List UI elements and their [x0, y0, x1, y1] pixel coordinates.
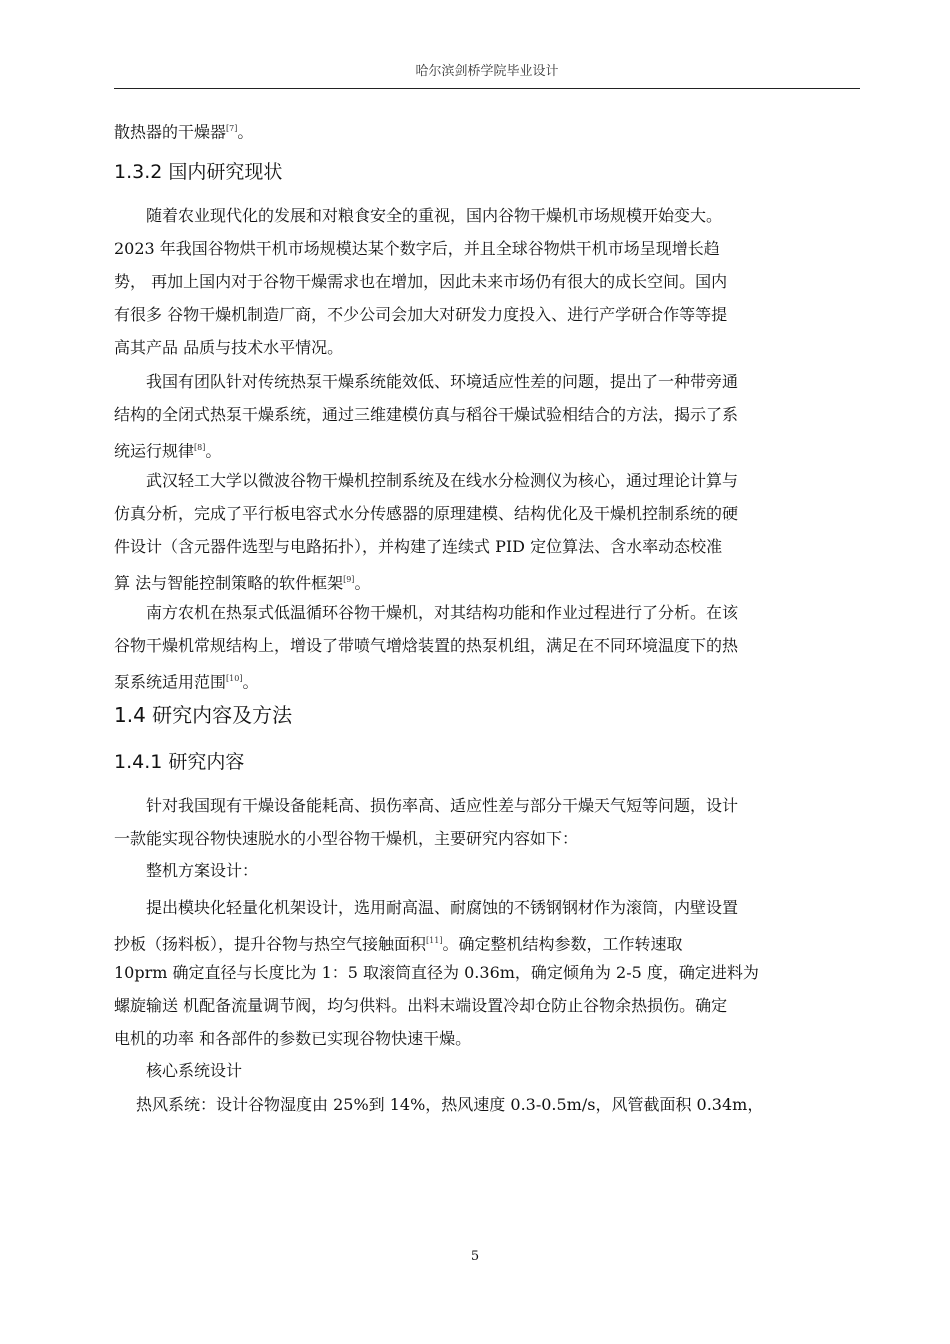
page-header-title: 哈尔滨剑桥学院毕业设计 [415, 64, 559, 79]
paragraph-line: 整机方案设计： [146, 861, 259, 880]
citation-ref: [11] [426, 936, 443, 945]
text-end: 。 [354, 573, 371, 593]
paragraph-line: 件设计（含元器件选型与电路拓扑），并构建了连续式 PID 定位算法、含水率动态校准 [114, 537, 723, 556]
text-end: 。 [205, 441, 222, 461]
paragraph-line: 2023 年我国谷物烘干机市场规模达某个数字后，并且全球谷物烘干机市场呈现增长趋 [114, 239, 720, 258]
text: 泵系统适用范围 [114, 672, 227, 692]
paragraph-line: 螺旋输送 机配备流量调节阀，均匀供料。出料末端设置冷却仓防止谷物余热损伤。确定 [114, 996, 728, 1015]
section-heading-1-4-1: 1.4.1 研究内容 [114, 751, 245, 773]
text: 算 法与智能控制策略的软件框架 [114, 573, 344, 593]
paragraph-line: 势， 再加上国内对于谷物干燥需求也在增加，因此未来市场仍有很大的成长空间。国内 [114, 272, 728, 291]
text: 抄板（扬料板），提升谷物与热空气接触面积 [114, 934, 427, 954]
paragraph-line [114, 570, 860, 593]
paragraph-line: 谷物干燥机常规结构上，增设了带喷气增焓装置的热泵机组，满足在不同环境温度下的热 [114, 636, 739, 655]
citation-ref: [7] [226, 124, 238, 133]
page-number: 5 [470, 1249, 480, 1264]
paragraph-line: 高其产品 品质与技术水平情况。 [114, 338, 344, 357]
citation-ref: [8] [194, 443, 206, 452]
paragraph-line: 提出模块化轻量化机架设计，选用耐高温、耐腐蚀的不锈钢钢材作为滚筒，内壁设置 [146, 898, 739, 917]
paragraph-line: 电机的功率 和各部件的参数已实现谷物快速干燥。 [114, 1029, 472, 1048]
header-rule [114, 88, 860, 89]
text: 散热器的干燥器 [114, 122, 227, 142]
paragraph-line: 南方农机在热泵式低温循环谷物干燥机，对其结构功能和作业过程进行了分析。在该 [146, 603, 739, 622]
paragraph-line: 10prm 确定直径与长度比为 1：5 取滚筒直径为 0.36m，确定倾角为 2-5 度，确定进料为 [114, 963, 759, 982]
text-end: 。 [242, 672, 259, 692]
paragraph-line [114, 931, 860, 954]
paragraph-line: 仿真分析，完成了平行板电容式水分传感器的原理建模、结构优化及干燥机控制系统的硬 [114, 504, 739, 523]
section-heading-1-4: 1.4 研究内容及方法 [114, 703, 293, 727]
paragraph-line: 热风系统：设计谷物湿度由 25%到 14%，热风速度 0.3-0.5m/s，风管截面积 0.34m， [136, 1095, 764, 1114]
paragraph-line [114, 438, 860, 461]
paragraph-line: 我国有团队针对传统热泵干燥系统能效低、环境适应性差的问题，提出了一种带旁通 [146, 372, 739, 391]
text-end: 。确定整机结构参数，工作转速取 [442, 934, 683, 954]
citation-ref: [9] [343, 575, 355, 584]
paragraph-line: 针对我国现有干燥设备能耗高、损伤率高、适应性差与部分干燥天气短等问题，设计 [146, 796, 739, 815]
paragraph-line: 随着农业现代化的发展和对粮食安全的重视，国内谷物干燥机市场规模开始变大。 [146, 206, 723, 225]
citation-ref: [10] [226, 674, 243, 683]
paragraph-line: 武汉轻工大学以微波谷物干燥机控制系统及在线水分检测仪为核心，通过理论计算与 [146, 471, 739, 490]
paragraph-line: 有很多 谷物干燥机制造厂商，不少公司会加大对研发力度投入、进行产学研合作等等提 [114, 305, 728, 324]
paragraph-line: 核心系统设计 [146, 1061, 243, 1080]
section-heading-1-3-2: 1.3.2 国内研究现状 [114, 161, 283, 183]
paragraph-continuation [114, 119, 860, 142]
paragraph-line: 结构的全闭式热泵干燥系统，通过三维建模仿真与稻谷干燥试验相结合的方法，揭示了系 [114, 405, 739, 424]
paragraph-line [114, 669, 860, 692]
text-end: 。 [237, 122, 254, 142]
paragraph-line: 一款能实现谷物快速脱水的小型谷物干燥机，主要研究内容如下： [114, 829, 579, 848]
text: 统运行规律 [114, 441, 195, 461]
